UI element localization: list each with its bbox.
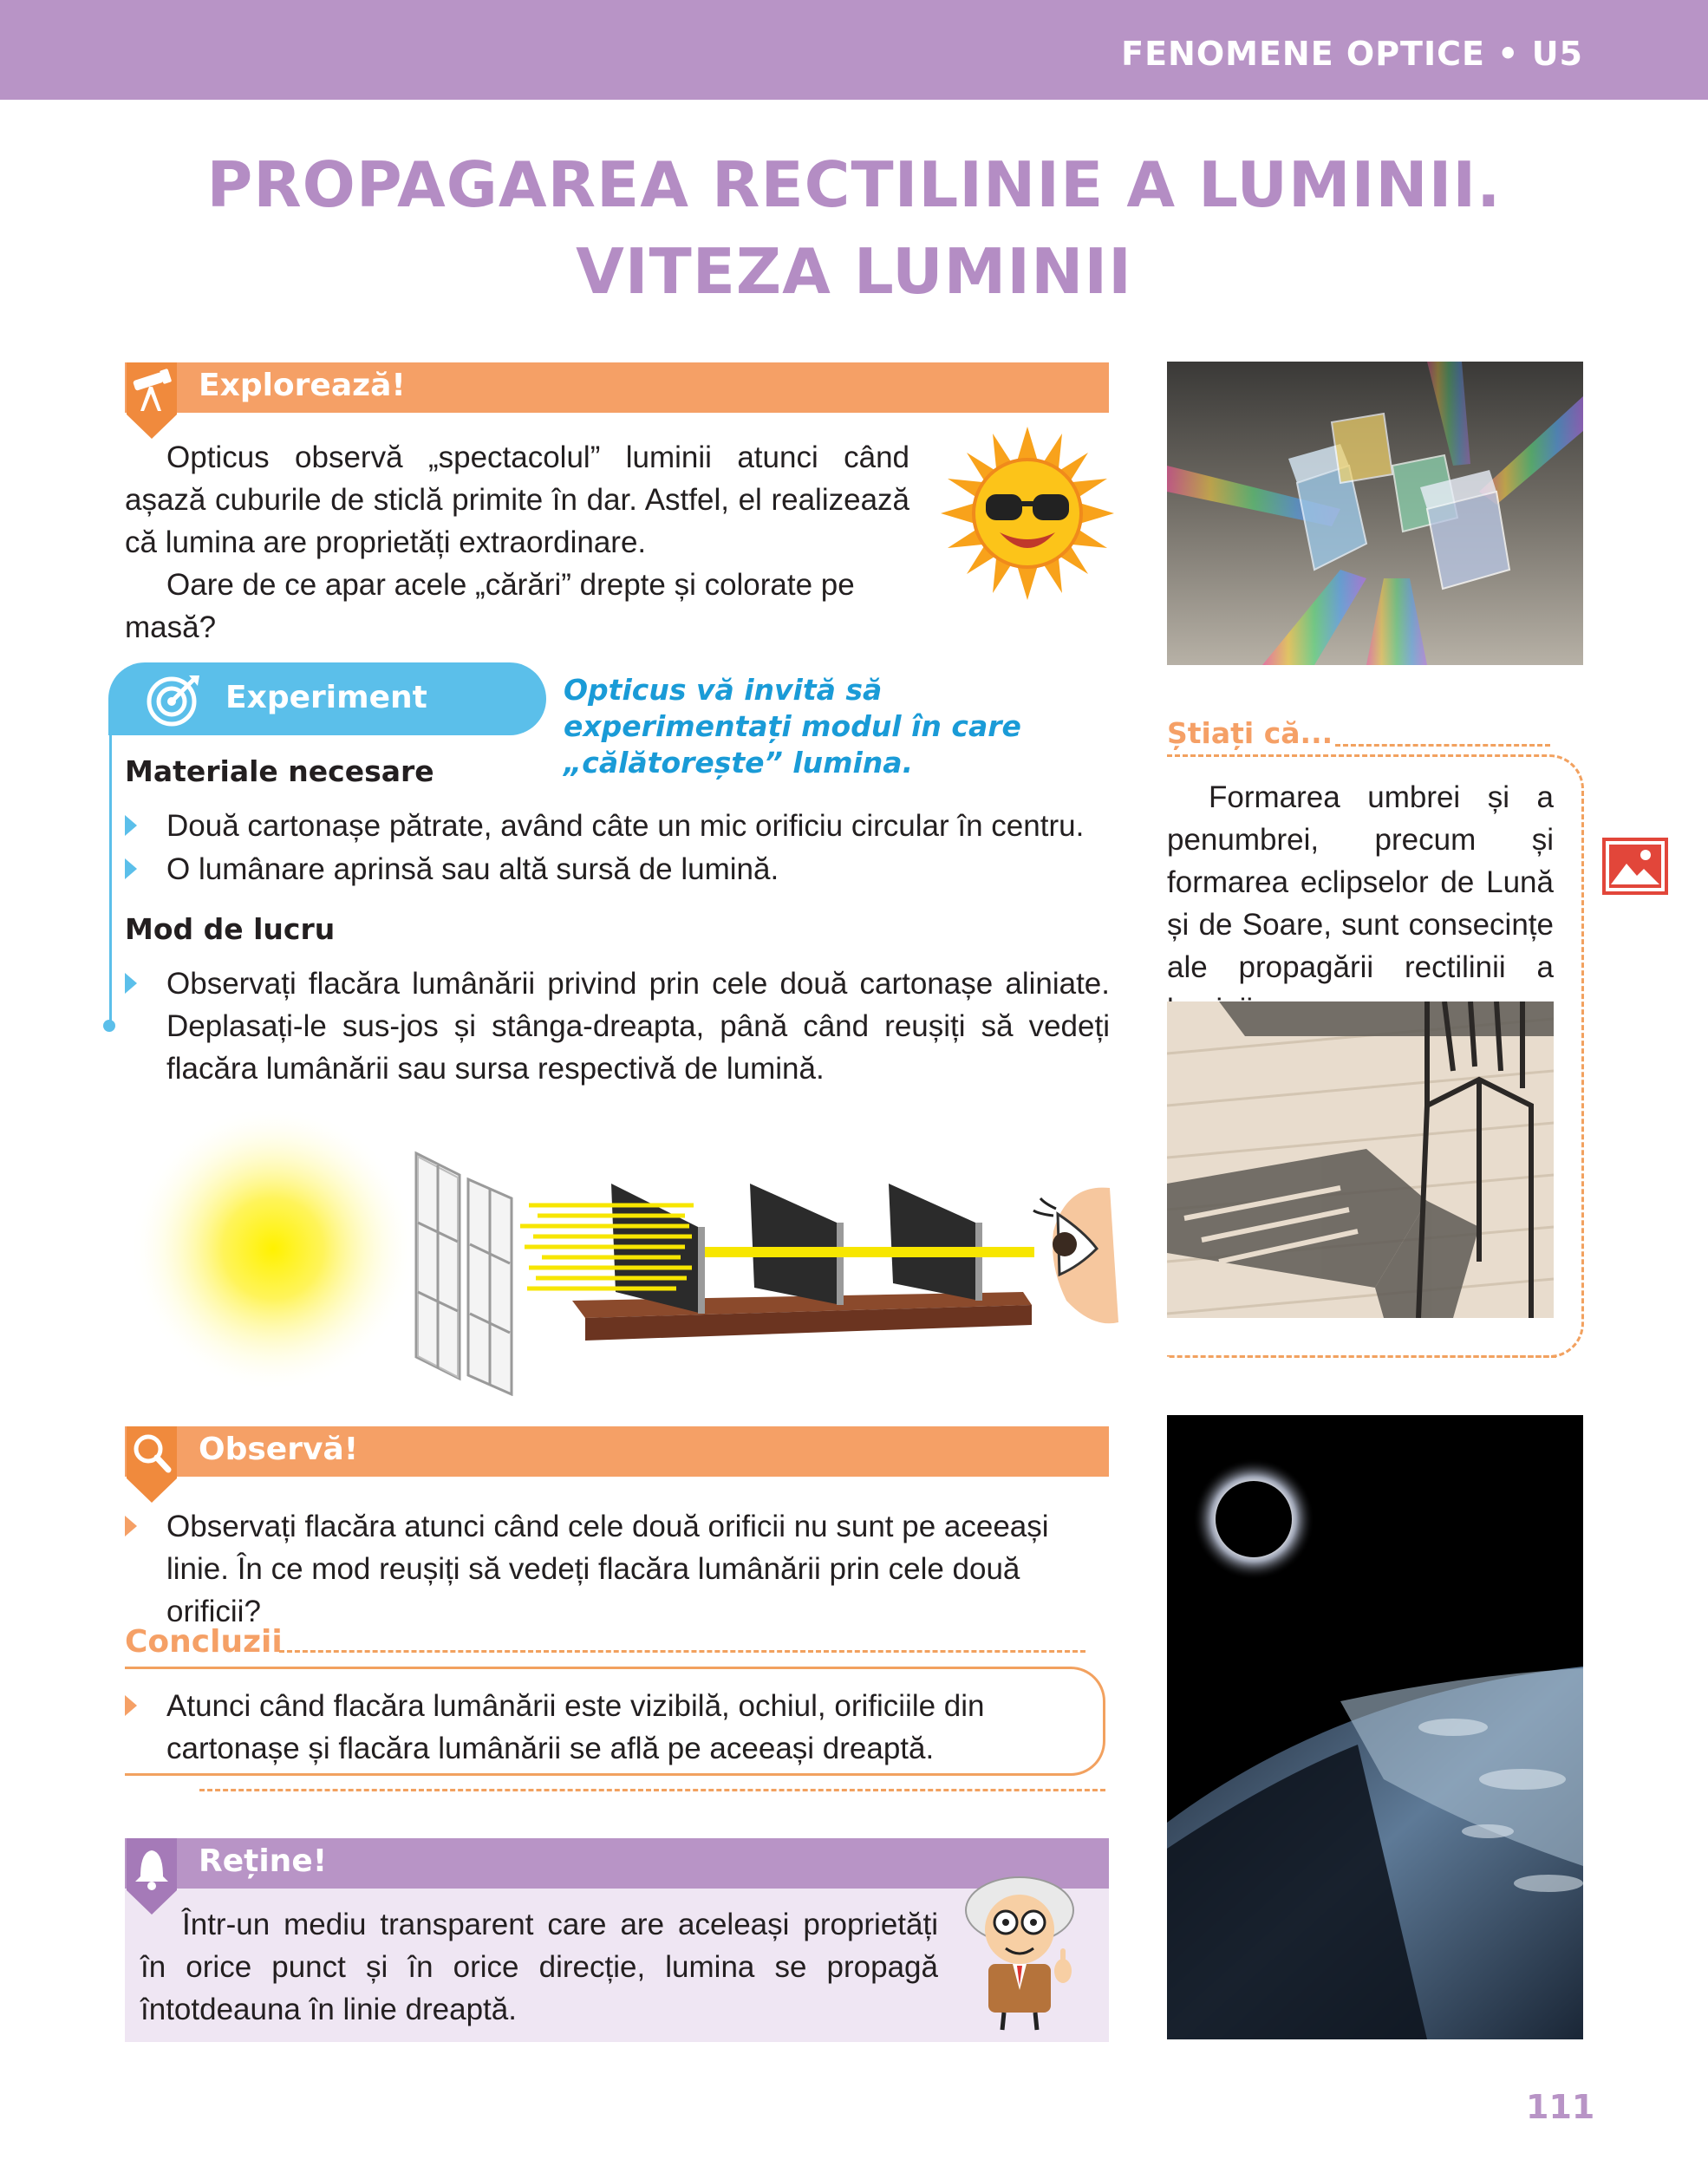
bullet-icon: [125, 1516, 137, 1536]
concluzii-label: Concluzii: [125, 1624, 283, 1660]
concluzii-dash-bottom: [199, 1789, 1105, 1791]
concluzii-dash-top: [279, 1650, 1085, 1653]
method-text: Observați flacăra lumânării privind prin cele două cartonașe aliniate. Deplasați-le sus-jos și stânga-dreapta, până când reușiți să vedeți flacăra lumânării sau sursa respectivă de lumină.: [166, 967, 1110, 1086]
bullet-icon: [125, 973, 137, 994]
running-title: FENOMENE OPTICE • U5: [1121, 35, 1583, 73]
retine-label: Reține!: [199, 1843, 328, 1879]
chair-shadow-photo: [1167, 1001, 1554, 1318]
observa-text: Observați flacăra atunci când cele două orificii nu sunt pe aceeași linie. În ce mod reușiți să vedeți flacăra lumânării prin cele două orificii?: [166, 1510, 1049, 1628]
observa-label: Observă!: [199, 1432, 359, 1467]
bullet-icon: [125, 858, 137, 879]
materials-heading: Materiale necesare: [125, 754, 434, 788]
bullet-icon: [125, 815, 137, 836]
exploreaza-paragraph-1: Opticus observă „spectacolul” luminii atunci când așază cuburile de sticlă primite în dar. Astfel, el realizează că lumina are proprietăți extraordinare.: [125, 440, 909, 559]
exploreaza-label: Explorează!: [199, 368, 406, 403]
stiati-text: Formarea umbrei și a penumbrei, precum și formarea eclipselor de Lună și de Soare, sunt consecințe ale propagării rectilinii a: [1167, 780, 1554, 984]
page-number: 111: [1526, 2088, 1595, 2126]
eclipse-earth-photo: [1167, 1415, 1583, 2039]
stiati-label: Știați că...: [1167, 716, 1333, 750]
method-heading: Mod de lucru: [125, 912, 336, 946]
professor-mascot: [952, 1869, 1095, 2038]
target-icon: [146, 672, 201, 727]
stiati-dash-bottom: [1240, 1355, 1556, 1358]
telescope-icon: [127, 362, 177, 440]
bullet-icon: [125, 1695, 137, 1716]
sun-mascot: [941, 427, 1114, 600]
exploreaza-text: [125, 436, 909, 649]
retine-text: Într-un mediu transparent care are aceleași proprietăți în orice punct și în orice direcție, lumina se propagă întotdeauna în linie dreaptă.: [140, 1908, 938, 2026]
image-icon[interactable]: [1602, 838, 1668, 895]
stiati-dash-top: [1335, 744, 1550, 747]
experiment-line-dot: [103, 1020, 115, 1032]
experiment-illustration: [113, 1101, 1118, 1396]
material-item-2: O lumânare aprinsă sau altă sursă de lumină.: [166, 852, 779, 886]
exploreaza-paragraph-2: Oare de ce apar acele „cărări” drepte și colorate pe masă?: [125, 568, 855, 644]
exploreaza-bar: [125, 362, 1109, 413]
title-line-2: VITEZA LUMINII: [576, 235, 1132, 308]
page-title: [0, 141, 1708, 315]
experiment-label: Experiment: [225, 680, 427, 715]
concluzii-text: Atunci când flacăra lumânării este vizibilă, ochiul, orificiile din cartonașe și flacăra lumânării se află pe aceeași dreaptă.: [166, 1689, 985, 1765]
experiment-side-line: [109, 735, 112, 1027]
magnifier-icon: [127, 1426, 177, 1504]
material-item-1: Două cartonașe pătrate, având câte un mic orificiu circular în centru.: [166, 809, 1085, 843]
observa-bar: [125, 1426, 1109, 1477]
crystal-cubes-photo: [1167, 362, 1583, 665]
experiment-invite: Opticus vă invită să experimentați modul în care „călătorește” lumina.: [564, 673, 1021, 780]
title-line-1: PROPAGAREA RECTILINIE A LUMINII.: [206, 148, 1502, 221]
